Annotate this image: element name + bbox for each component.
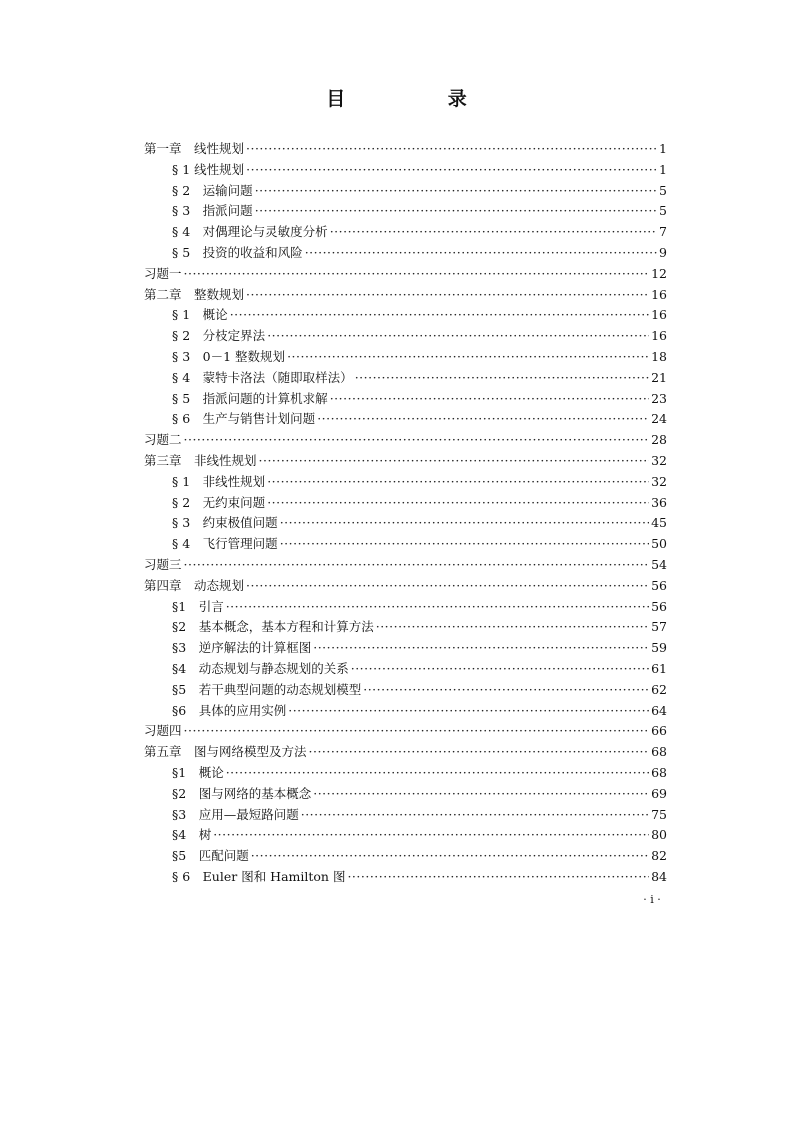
toc-section-entry[interactable] bbox=[144, 389, 667, 410]
toc-dot-leader bbox=[184, 430, 650, 451]
toc-entry-label: § 4 飞行管理问题 bbox=[172, 536, 278, 552]
toc-section-entry[interactable] bbox=[144, 617, 667, 638]
page-title: 目 录 bbox=[326, 88, 515, 110]
toc-section-entry[interactable] bbox=[144, 160, 667, 181]
toc-entry-page: 21 bbox=[651, 369, 667, 385]
toc-section-entry[interactable] bbox=[144, 763, 667, 784]
toc-dot-leader bbox=[255, 181, 657, 202]
toc-chapter-entry[interactable] bbox=[144, 430, 667, 451]
toc-entry-page: 5 bbox=[659, 182, 667, 198]
toc-chapter-entry[interactable] bbox=[144, 264, 667, 285]
toc-section-entry[interactable] bbox=[144, 825, 667, 846]
toc-dot-leader bbox=[313, 784, 649, 805]
toc-entry-label: § 1 概论 bbox=[172, 307, 228, 323]
toc-entry-label: § 5 投资的收益和风险 bbox=[172, 244, 303, 260]
toc-dot-leader bbox=[267, 326, 649, 347]
toc-entry-label: § 1 非线性规划 bbox=[172, 473, 266, 489]
toc-entry-page: 57 bbox=[651, 619, 667, 635]
toc-entry-page: 66 bbox=[651, 723, 667, 739]
toc-entry-page: 61 bbox=[651, 660, 667, 676]
toc-dot-leader bbox=[267, 493, 649, 514]
toc-section-entry[interactable] bbox=[144, 409, 667, 430]
toc-entry-page: 32 bbox=[651, 452, 667, 468]
toc-entry-label: §2 基本概念，基本方程和计算方法 bbox=[172, 619, 374, 635]
toc-entry-page: 1 bbox=[659, 161, 667, 177]
toc-entry-page: 54 bbox=[651, 556, 667, 572]
toc-dot-leader bbox=[280, 534, 649, 555]
toc-section-entry[interactable] bbox=[144, 347, 667, 368]
toc-entry-label: §6 具体的应用实例 bbox=[172, 702, 287, 718]
toc-dot-leader bbox=[376, 617, 649, 638]
toc-entry-label: §4 动态规划与静态规划的关系 bbox=[172, 660, 349, 676]
toc-section-entry[interactable] bbox=[144, 867, 667, 888]
toc-dot-leader bbox=[259, 451, 650, 472]
toc-entry-page: 84 bbox=[651, 868, 667, 884]
toc-entry-label: § 2 无约束问题 bbox=[172, 494, 266, 510]
toc-dot-leader bbox=[288, 701, 649, 722]
toc-entry-page: 1 bbox=[659, 141, 667, 156]
toc-dot-leader bbox=[184, 264, 650, 285]
toc-dot-leader bbox=[213, 825, 649, 846]
toc-section-entry[interactable] bbox=[144, 513, 667, 534]
toc-entry-label: 第一章 线性规划 bbox=[144, 141, 245, 156]
toc-entry-label: § 3 0－1 整数规划 bbox=[172, 348, 286, 364]
toc-entry-label: 习题三 bbox=[144, 556, 182, 572]
toc-chapter-entry[interactable] bbox=[144, 721, 667, 742]
toc-entry-label: 习题一 bbox=[144, 265, 182, 281]
toc-chapter-entry[interactable] bbox=[144, 139, 667, 160]
toc-section-entry[interactable] bbox=[144, 368, 667, 389]
toc-entry-label: § 1 线性规划 bbox=[172, 161, 245, 177]
toc-section-entry[interactable] bbox=[144, 805, 667, 826]
toc-dot-leader bbox=[184, 721, 650, 742]
toc-entry-label: 习题二 bbox=[144, 432, 182, 448]
toc-dot-leader bbox=[255, 201, 657, 222]
toc-dot-leader bbox=[363, 680, 649, 701]
toc-entry-label: § 3 指派问题 bbox=[172, 203, 253, 219]
toc-dot-leader bbox=[317, 409, 649, 430]
toc-entry-page: 16 bbox=[651, 307, 667, 323]
toc-dot-leader bbox=[246, 139, 657, 160]
toc-entry-page: 64 bbox=[651, 702, 667, 718]
toc-section-entry[interactable] bbox=[144, 326, 667, 347]
toc-entry-label: §3 应用—最短路问题 bbox=[172, 806, 299, 822]
toc-dot-leader bbox=[330, 389, 649, 410]
toc-entry-label: § 6 Euler 图和 Hamilton 图 bbox=[172, 868, 346, 884]
toc-entry-page: 9 bbox=[659, 244, 667, 260]
toc-entry-label: § 4 蒙特卡洛法（随即取样法） bbox=[172, 369, 353, 385]
toc-entry-page: 45 bbox=[651, 515, 667, 531]
toc-entry-label: 第四章 动态规划 bbox=[144, 577, 245, 593]
toc-section-entry[interactable] bbox=[144, 638, 667, 659]
toc-entry-label: 第二章 整数规划 bbox=[144, 286, 245, 302]
toc-dot-leader bbox=[313, 638, 649, 659]
table-of-contents bbox=[144, 139, 667, 888]
toc-dot-leader bbox=[184, 555, 650, 576]
toc-chapter-entry[interactable] bbox=[144, 451, 667, 472]
toc-dot-leader bbox=[355, 368, 649, 389]
toc-entry-page: 68 bbox=[651, 764, 667, 780]
toc-section-entry[interactable] bbox=[144, 680, 667, 701]
toc-entry-label: §1 概论 bbox=[172, 764, 224, 780]
toc-section-entry[interactable] bbox=[144, 597, 667, 618]
toc-dot-leader bbox=[351, 659, 649, 680]
toc-dot-leader bbox=[309, 742, 650, 763]
toc-dot-leader bbox=[251, 846, 649, 867]
toc-dot-leader bbox=[280, 513, 649, 534]
toc-entry-page: 68 bbox=[651, 744, 667, 760]
toc-entry-page: 16 bbox=[651, 286, 667, 302]
toc-dot-leader bbox=[305, 243, 657, 264]
toc-entry-label: §2 图与网络的基本概念 bbox=[172, 785, 312, 801]
toc-entry-page: 56 bbox=[651, 577, 667, 593]
toc-entry-label: § 5 指派问题的计算机求解 bbox=[172, 390, 328, 406]
toc-entry-page: 5 bbox=[659, 203, 667, 219]
toc-dot-leader bbox=[287, 347, 649, 368]
toc-entry-page: 59 bbox=[651, 640, 667, 656]
toc-dot-leader bbox=[301, 805, 649, 826]
toc-entry-label: § 4 对偶理论与灵敏度分析 bbox=[172, 224, 328, 240]
toc-entry-page: 32 bbox=[651, 473, 667, 489]
toc-dot-leader bbox=[246, 285, 649, 306]
toc-entry-label: 第三章 非线性规划 bbox=[144, 452, 257, 468]
toc-entry-label: §5 匹配问题 bbox=[172, 848, 249, 864]
toc-section-entry[interactable] bbox=[144, 784, 667, 805]
toc-entry-page: 62 bbox=[651, 681, 667, 697]
toc-dot-leader bbox=[330, 222, 657, 243]
toc-section-entry[interactable] bbox=[144, 243, 667, 264]
toc-chapter-entry[interactable] bbox=[144, 555, 667, 576]
toc-section-entry[interactable] bbox=[144, 181, 667, 202]
toc-section-entry[interactable] bbox=[144, 493, 667, 514]
toc-entry-page: 7 bbox=[659, 224, 667, 240]
toc-entry-label: § 6 生产与销售计划问题 bbox=[172, 411, 316, 427]
toc-entry-label: 习题四 bbox=[144, 723, 182, 739]
toc-entry-page: 18 bbox=[651, 348, 667, 364]
toc-section-entry[interactable] bbox=[144, 201, 667, 222]
toc-entry-page: 12 bbox=[651, 265, 667, 281]
toc-entry-page: 82 bbox=[651, 848, 667, 864]
toc-entry-page: 16 bbox=[651, 328, 667, 344]
toc-chapter-entry[interactable] bbox=[144, 742, 667, 763]
toc-section-entry[interactable] bbox=[144, 846, 667, 867]
toc-entry-label: §5 若干典型问题的动态规划模型 bbox=[172, 681, 362, 697]
toc-entry-page: 69 bbox=[651, 785, 667, 801]
toc-entry-label: 第五章 图与网络模型及方法 bbox=[144, 744, 307, 760]
toc-entry-page: 24 bbox=[651, 411, 667, 427]
toc-dot-leader bbox=[246, 160, 657, 181]
toc-entry-page: 56 bbox=[651, 598, 667, 614]
toc-entry-label: §4 树 bbox=[172, 827, 212, 843]
toc-entry-label: §3 逆序解法的计算框图 bbox=[172, 640, 312, 656]
toc-entry-page: 23 bbox=[651, 390, 667, 406]
toc-entry-label: § 3 约束极值问题 bbox=[172, 515, 278, 531]
page-number: · i · bbox=[643, 893, 661, 906]
toc-entry-label: §1 引言 bbox=[172, 598, 224, 614]
toc-chapter-entry[interactable] bbox=[144, 285, 667, 306]
toc-section-entry[interactable] bbox=[144, 701, 667, 722]
toc-entry-page: 36 bbox=[651, 494, 667, 510]
toc-dot-leader bbox=[230, 305, 649, 326]
toc-dot-leader bbox=[347, 867, 649, 888]
toc-chapter-entry[interactable] bbox=[144, 576, 667, 597]
toc-entry-page: 75 bbox=[651, 806, 667, 822]
toc-dot-leader bbox=[246, 576, 649, 597]
toc-entry-label: § 2 运输问题 bbox=[172, 182, 253, 198]
toc-dot-leader bbox=[226, 597, 649, 618]
toc-entry-page: 28 bbox=[651, 432, 667, 448]
toc-dot-leader bbox=[226, 763, 649, 784]
toc-section-entry[interactable] bbox=[144, 222, 667, 243]
toc-section-entry[interactable] bbox=[144, 659, 667, 680]
toc-section-entry[interactable] bbox=[144, 305, 667, 326]
toc-section-entry[interactable] bbox=[144, 534, 667, 555]
toc-section-entry[interactable] bbox=[144, 472, 667, 493]
toc-entry-page: 50 bbox=[651, 536, 667, 552]
toc-entry-page: 80 bbox=[651, 827, 667, 843]
toc-dot-leader bbox=[267, 472, 649, 493]
toc-entry-label: § 2 分枝定界法 bbox=[172, 328, 266, 344]
